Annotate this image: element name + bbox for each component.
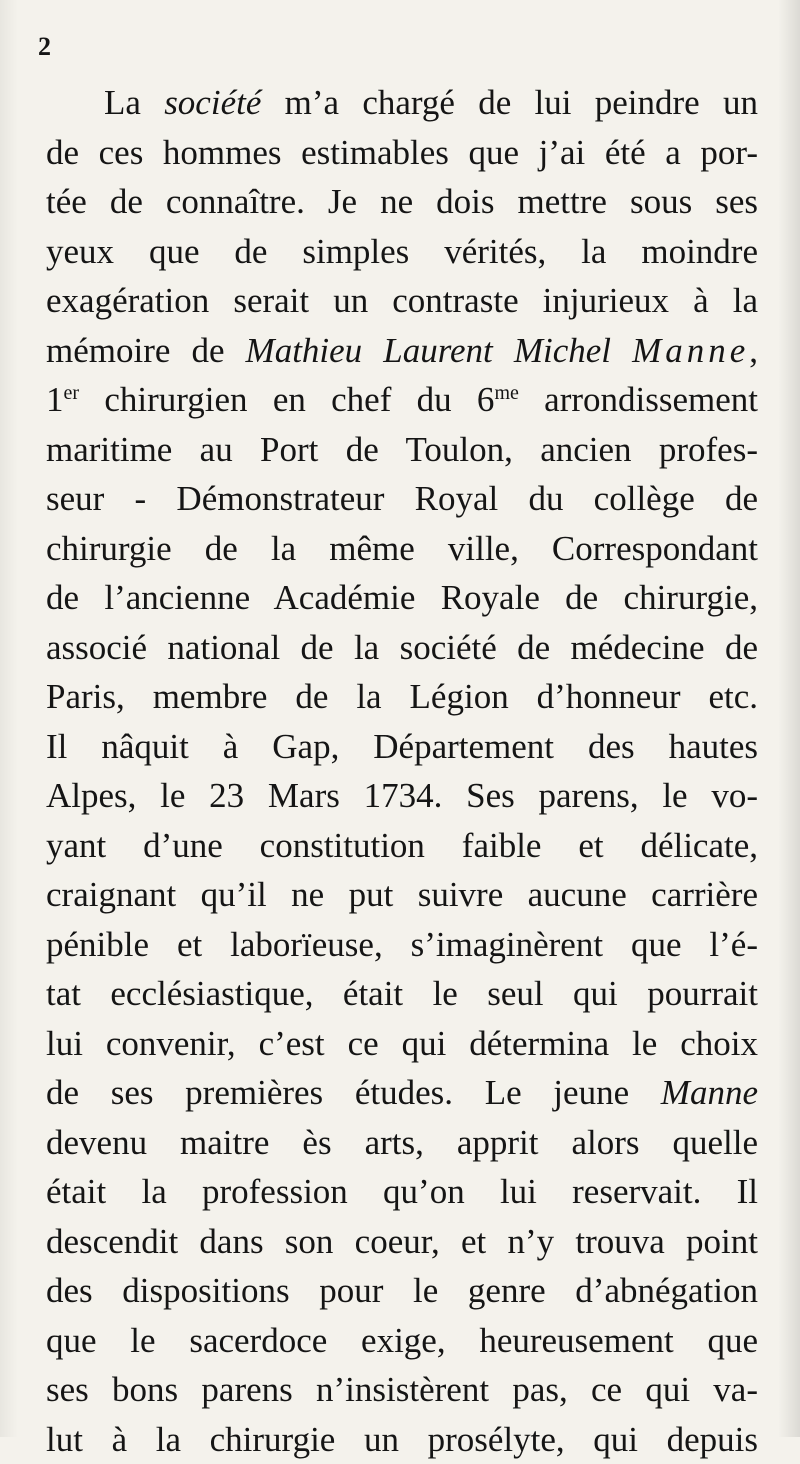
text-line	[46, 78, 758, 128]
text-segment: Manne	[661, 1073, 758, 1112]
text-segment: société	[164, 83, 261, 122]
text-line	[46, 375, 758, 425]
text-segment: seur - Démonstrateur Royal du collège de	[46, 479, 758, 518]
text-line	[46, 672, 758, 722]
text-segment: des dispositions pour le genre d’abnégation	[46, 1271, 758, 1310]
superscript: er	[64, 382, 80, 404]
text-line	[46, 969, 758, 1019]
text-segment: que le sacerdoce exige, heureusement que	[46, 1321, 758, 1360]
text-segment: de ces hommes estimables que j’ai été a por-	[46, 133, 758, 172]
text-line	[46, 524, 758, 574]
superscript: me	[494, 382, 518, 404]
text-line	[46, 623, 758, 673]
text-line	[46, 227, 758, 277]
text-segment: Alpes, le 23 Mars 1734. Ses parens, le vo-	[46, 776, 758, 815]
text-line	[46, 1068, 758, 1118]
text-segment: Il nâquit à Gap, Département des hautes	[46, 727, 758, 766]
text-segment: yant d’une constitution faible et délicate,	[46, 826, 758, 865]
text-line	[46, 1217, 758, 1267]
text-segment: craignant qu’il ne put suivre aucune carrière	[46, 875, 758, 914]
text-segment: 1	[46, 380, 64, 419]
text-segment: chirurgie de la même ville, Correspondant	[46, 529, 758, 568]
text-line	[46, 276, 758, 326]
text-line	[46, 425, 758, 475]
text-line	[46, 1019, 758, 1069]
text-segment: Manne	[632, 331, 749, 370]
text-line	[46, 1167, 758, 1217]
text-line	[46, 1415, 758, 1464]
text-segment: lut à la chirurgie un prosélyte, qui depuis	[46, 1420, 758, 1459]
text-segment: exagération serait un contraste injurieux à la	[46, 281, 758, 320]
text-segment: maritime au Port de Toulon, ancien profes-	[46, 430, 758, 469]
text-segment: pénible et laborïeuse, s’imaginèrent que l’é-	[46, 925, 758, 964]
text-segment: yeux que de simples vérités, la moindre	[46, 232, 758, 271]
text-segment: tée de connaître. Je ne dois mettre sous ses	[46, 182, 758, 221]
text-line	[46, 722, 758, 772]
text-segment: Mathieu Laurent Michel	[246, 331, 611, 370]
text-line	[46, 573, 758, 623]
text-line	[46, 1316, 758, 1366]
text-segment: descendit dans son coeur, et n’y trouva point	[46, 1222, 758, 1261]
text-segment: chirurgien en chef du 6	[79, 380, 494, 419]
text-segment: associé national de la société de médecine de	[46, 628, 758, 667]
text-line	[46, 771, 758, 821]
text-line	[46, 870, 758, 920]
body-text	[46, 78, 758, 1464]
text-segment: La	[104, 83, 164, 122]
text-segment: de l’ancienne Académie Royale de chirurgie,	[46, 578, 758, 617]
text-segment: ,	[749, 331, 758, 370]
text-segment: ses bons parens n’insistèrent pas, ce qui va-	[46, 1370, 758, 1409]
text-line	[46, 1118, 758, 1168]
text-segment: Paris, membre de la Légion d’honneur etc.	[46, 677, 758, 716]
page-number: 2	[38, 34, 51, 60]
text-line	[46, 920, 758, 970]
text-segment: m’a chargé de lui peindre un	[261, 83, 758, 122]
text-segment: tat ecclésiastique, était le seul qui pourrait	[46, 974, 758, 1013]
text-segment: était la profession qu’on lui reservait. Il	[46, 1172, 758, 1211]
text-line	[46, 177, 758, 227]
text-segment: lui convenir, c’est ce qui détermina le choix	[46, 1024, 758, 1063]
text-segment: devenu maitre ès arts, apprit alors quelle	[46, 1123, 758, 1162]
text-line	[46, 1365, 758, 1415]
text-line	[46, 1266, 758, 1316]
text-segment	[611, 331, 632, 370]
text-segment: mémoire de	[46, 331, 246, 370]
text-line	[46, 474, 758, 524]
text-segment: arrondissement	[519, 380, 758, 419]
text-line	[46, 821, 758, 871]
text-segment: de ses premières études. Le jeune	[46, 1073, 661, 1112]
text-line	[46, 326, 758, 376]
text-line	[46, 128, 758, 178]
